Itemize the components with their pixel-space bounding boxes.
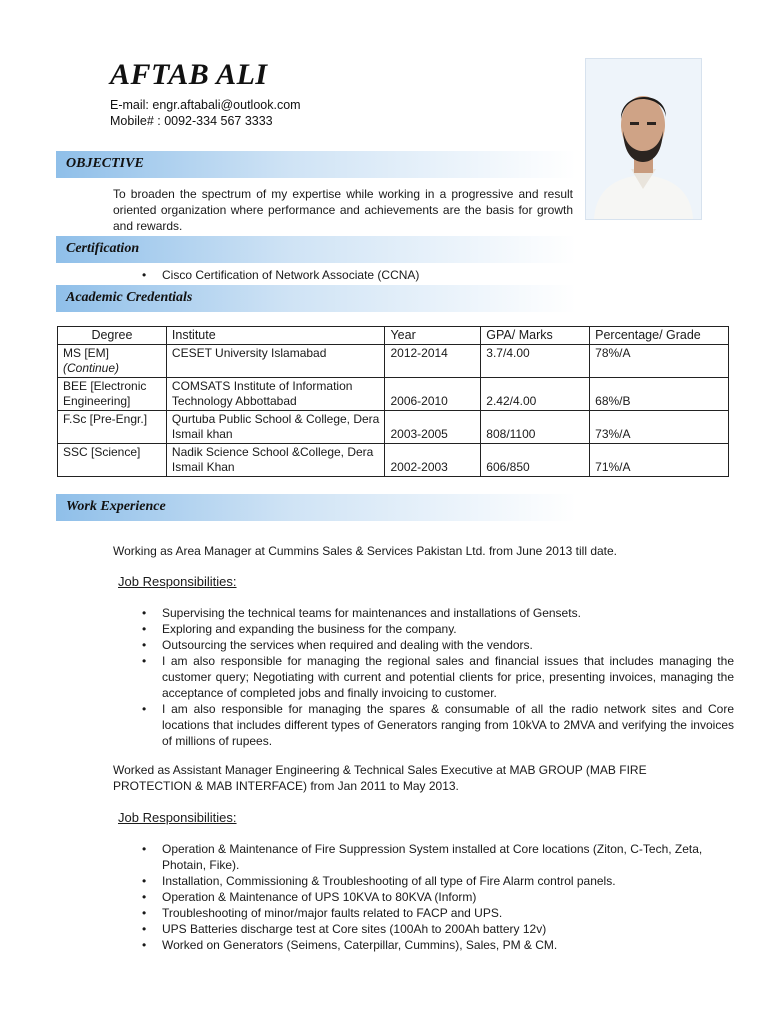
percentage-cell: 71%/A (590, 444, 729, 477)
academic-title: Academic Credentials (66, 290, 193, 305)
candidate-name: AFTAB ALI (110, 58, 268, 91)
gpa-cell: 3.7/4.00 (481, 345, 590, 378)
institute-cell: CESET University Islamabad (166, 345, 385, 378)
mobile-line: Mobile# : 0092-334 567 3333 (110, 114, 273, 128)
column-header: Degree (58, 327, 167, 345)
year-cell: 2012-2014 (385, 345, 481, 378)
institute-cell: Nadik Science School &College, Dera Ismail Khan (166, 444, 385, 477)
list-item: • I am also responsible for managing the regional sales and financial issues that includes managing the customer query; Negotiating with current and potential clients for price, presenting invoices, managing the acceptance of completed jobs and finally invoicing to customer. (140, 653, 734, 701)
degree-cell: F.Sc [Pre-Engr.] (58, 411, 167, 444)
person-portrait-icon (586, 59, 701, 219)
institute-cell: Qurtuba Public School & College, Dera Ismail khan (166, 411, 385, 444)
job2-responsibilities-list (140, 841, 734, 953)
list-item: • Worked on Generators (Seimens, Caterpillar, Cummins), Sales, PM & CM. (140, 937, 734, 953)
list-item: • Installation, Commissioning & Troubleshooting of all type of Fire Alarm control panels. (140, 873, 734, 889)
objective-section-header (56, 151, 576, 178)
degree-text: MS [EM] (63, 346, 110, 360)
column-header: Percentage/ Grade (590, 327, 729, 345)
academic-section-header (56, 285, 576, 312)
list-item: • Exploring and expanding the business for the company. (140, 621, 734, 637)
job1-responsibilities-list (140, 605, 734, 749)
work-section-header (56, 494, 576, 521)
objective-text: To broaden the spectrum of my expertise while working in a progressive and result oriented organization where performance and achievements are the basis for growth and rewards. (113, 187, 573, 233)
column-header: GPA/ Marks (481, 327, 590, 345)
job1-responsibilities-label: Job Responsibilities: (118, 574, 237, 589)
list-item: • Operation & Maintenance of Fire Suppression System installed at Core locations (Ziton, C-Tech, Zeta, Photain, Fike). (140, 841, 734, 873)
list-item: • I am also responsible for managing the spares & consumable of all the radio network sites and Core locations that includes different types of Generators ranging from 10kVA to 2MVA and verifying the invoices of millions of rupees. (140, 701, 734, 749)
table-header-row (58, 327, 729, 345)
degree-cell: BEE [Electronic Engineering] (58, 378, 167, 411)
year-cell: 2002-2003 (385, 444, 481, 477)
work-title: Work Experience (66, 499, 166, 514)
list-item: • UPS Batteries discharge test at Core sites (100Ah to 200Ah battery 12v) (140, 921, 734, 937)
column-header: Institute (166, 327, 385, 345)
certification-list (140, 267, 419, 283)
gpa-cell: 808/1100 (481, 411, 590, 444)
profile-photo (585, 58, 702, 220)
percentage-cell: 68%/B (590, 378, 729, 411)
column-header: Year (385, 327, 481, 345)
job2-intro: Worked as Assistant Manager Engineering & Technical Sales Executive at MAB GROUP (MAB FIRE PROTECTION & MAB INTERFACE) from Jan 2011 to May 2013. (113, 763, 647, 793)
list-item: • Troubleshooting of minor/major faults related to FACP and UPS. (140, 905, 734, 921)
list-item: • Cisco Certification of Network Associate (CCNA) (140, 267, 419, 283)
academic-table (57, 326, 729, 477)
year-cell: 2006-2010 (385, 378, 481, 411)
year-cell: 2003-2005 (385, 411, 481, 444)
certification-section-header (56, 236, 576, 263)
degree-cell (58, 345, 167, 378)
institute-cell: COMSATS Institute of Information Technology Abbottabad (166, 378, 385, 411)
table-row (58, 411, 729, 444)
job1-intro: Working as Area Manager at Cummins Sales & Services Pakistan Ltd. from June 2013 till date. (113, 544, 618, 558)
certification-title: Certification (66, 241, 140, 256)
job2-responsibilities-label: Job Responsibilities: (118, 810, 237, 825)
percentage-cell: 78%/A (590, 345, 729, 378)
table-row (58, 378, 729, 411)
table-row (58, 345, 729, 378)
table-row (58, 444, 729, 477)
list-item: • Operation & Maintenance of UPS 10KVA to 80KVA (Inform) (140, 889, 734, 905)
degree-cell: SSC [Science] (58, 444, 167, 477)
list-item: • Outsourcing the services when required and dealing with the vendors. (140, 637, 734, 653)
percentage-cell: 73%/A (590, 411, 729, 444)
list-item: • Supervising the technical teams for maintenances and installations of Gensets. (140, 605, 734, 621)
objective-title: OBJECTIVE (66, 156, 144, 171)
email-line: E-mail: engr.aftabali@outlook.com (110, 98, 301, 112)
degree-note: (Continue) (63, 361, 120, 375)
gpa-cell: 606/850 (481, 444, 590, 477)
gpa-cell: 2.42/4.00 (481, 378, 590, 411)
